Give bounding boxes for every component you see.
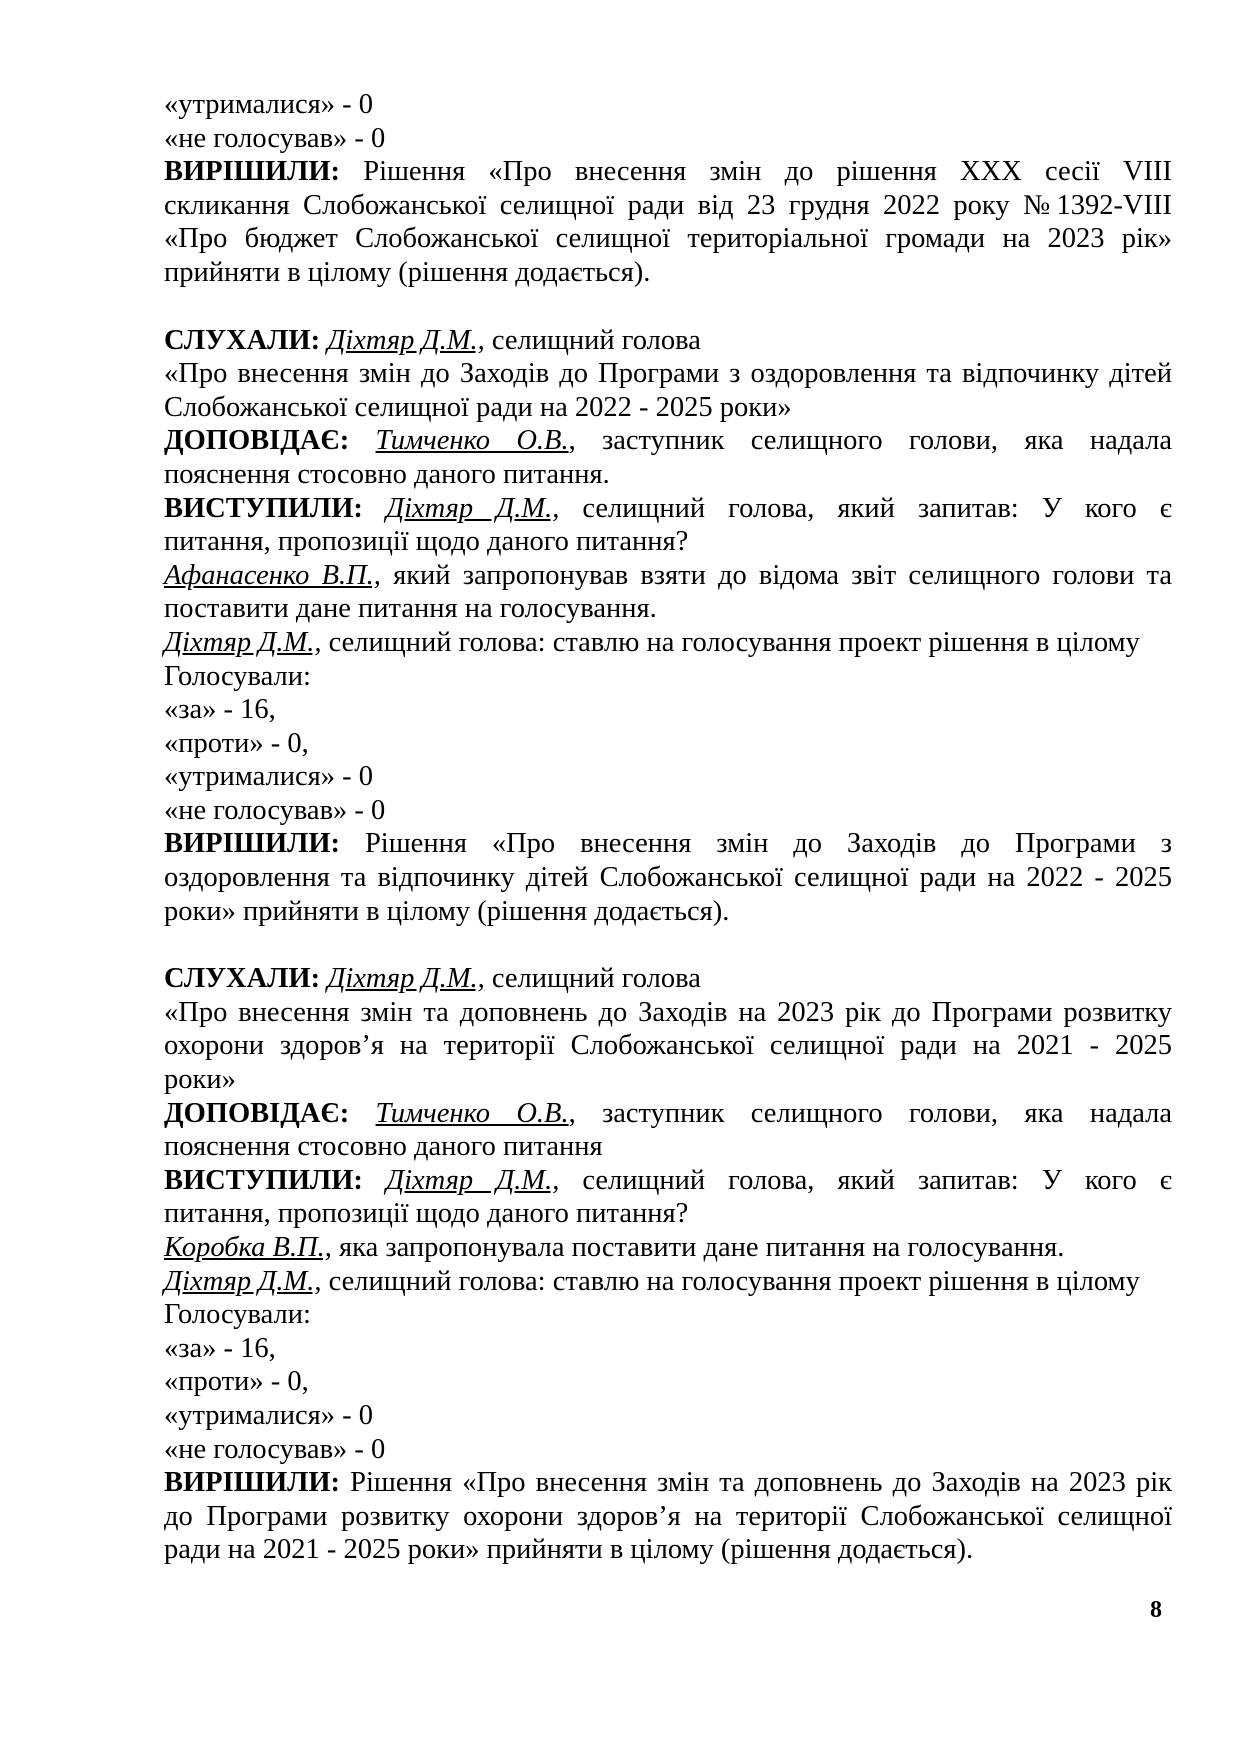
report-text: , заступник селищного голови, яка надала: [568, 425, 1173, 457]
heard-line: [164, 324, 1172, 358]
speaker-name: Діхтяр Д.М.,: [385, 492, 560, 524]
vote-abstained: «утрималися» - 0: [164, 1399, 374, 1431]
spoke-label: ВИСТУПИЛИ:: [164, 1164, 363, 1196]
report-line: пояснення стосовно даного питання.: [164, 458, 610, 490]
spoke-line: питання, пропозиції щодо даного питання?: [164, 526, 689, 558]
topic-line: Слобожанської селищної ради на 2022 - 2025 роки»: [164, 391, 792, 423]
proposal-text: яка запропонувала поставити дане питання на голосування.: [339, 1232, 1065, 1263]
put-to-vote-text: селищний голова: ставлю на голосування проект рішення в цілому: [328, 626, 1140, 658]
page-number: 8: [1150, 1597, 1162, 1623]
speaker-name: Діхтяр Д.М.,: [327, 963, 485, 995]
topic-line: «Про внесення змін та доповнень до Заходів на 2023 рік до Програми розвитку: [164, 996, 1172, 1028]
topic-line: «Про внесення змін до Заходів до Програми з оздоровлення та відпочинку дітей: [164, 358, 1172, 390]
speaker-role: селищний голова: [491, 963, 701, 995]
vote-abstained: «утрималися» - 0: [164, 89, 374, 120]
vote-abstained: «утрималися» - 0: [164, 761, 374, 793]
spoke-text: селищний голова, який запитав: У кого є: [582, 1164, 1173, 1196]
vote-for: «за» - 16,: [164, 694, 276, 726]
proposal-text: який запропонував взяти до відома звіт селищного голови та: [393, 559, 1172, 591]
heard-label: СЛУХАЛИ:: [164, 324, 321, 356]
spoke-line: [164, 492, 1172, 526]
reporter-name: Тимченко О.В.: [375, 425, 569, 457]
spoke-text: селищний голова, який запитав: У кого є: [582, 492, 1173, 524]
spoke-label: ВИСТУПИЛИ:: [164, 492, 363, 524]
proposal-line: [164, 1231, 1172, 1265]
decision-line: ради на 2021 - 2025 роки» прийняти в цілому (рішення додається).: [164, 1534, 974, 1566]
decision-line: скликання Слобожанської селищної ради від 23 грудня 2022 року №1392-VIII: [164, 189, 1172, 221]
chair-name: Діхтяр Д.М.,: [164, 1265, 322, 1297]
vote-against: «проти» - 0,: [164, 727, 309, 759]
report-line: [164, 1097, 1172, 1131]
vote-not-voted: «не голосував» - 0: [164, 794, 386, 826]
proposal-line: поставити дане питання на голосування.: [164, 593, 657, 625]
decision-line: [164, 155, 1172, 189]
report-text: , заступник селищного голови, яка надала: [568, 1097, 1173, 1129]
document-page: [164, 88, 1172, 1567]
decision-line: «Про бюджет Слобожанської селищної територіальної громади на 2023 рік»: [164, 223, 1172, 255]
speaker-role: селищний голова: [491, 324, 701, 356]
put-to-vote-text: селищний голова: ставлю на голосування проект рішення в цілому: [328, 1265, 1140, 1297]
decided-label: ВИРІШИЛИ:: [164, 828, 341, 860]
decision-text: Рішення «Про внесення змін до рішення ХХХ сесії VIII: [363, 156, 1173, 188]
decided-label: ВИРІШИЛИ:: [164, 156, 341, 188]
section-gap: [164, 290, 1172, 324]
put-to-vote-line: [164, 1265, 1172, 1299]
vote-not-voted: «не голосував» - 0: [164, 122, 386, 154]
decision-line: роки» прийняти в цілому (рішення додається).: [164, 895, 730, 927]
report-label: ДОПОВІДАЄ:: [164, 1097, 350, 1129]
speaker-name: Діхтяр Д.М.,: [327, 324, 485, 356]
vote-not-voted: «не голосував» - 0: [164, 1433, 386, 1465]
vote-for: «за» - 16,: [164, 1332, 276, 1364]
topic-line: роки»: [164, 1064, 236, 1096]
topic-line: охорони здоров’я на території Слобожанської селищної ради на 2021 - 2025: [164, 1030, 1172, 1062]
speaker-name: Діхтяр Д.М.,: [385, 1164, 560, 1196]
proposal-line: [164, 559, 1172, 593]
voted-label: Голосували:: [164, 1299, 311, 1331]
spoke-line: [164, 1164, 1172, 1198]
report-label: ДОПОВІДАЄ:: [164, 425, 350, 457]
reporter-name: Тимченко О.В.: [375, 1097, 569, 1129]
section-gap: [164, 928, 1172, 962]
heard-line: [164, 962, 1172, 996]
decision-line: до Програми розвитку охорони здоров’я на території Слобожанської селищної: [164, 1500, 1172, 1532]
report-line: пояснення стосовно даного питання: [164, 1131, 603, 1163]
spoke-line: питання, пропозиції щодо даного питання?: [164, 1198, 689, 1230]
decision-line: оздоровлення та відпочинку дітей Слобожанської селищної ради на 2022 - 2025: [164, 862, 1172, 894]
put-to-vote-line: [164, 626, 1172, 660]
vote-against: «проти» - 0,: [164, 1366, 309, 1398]
decided-label: ВИРІШИЛИ:: [164, 1467, 341, 1499]
proposer-name: Коробка В.П.,: [164, 1232, 332, 1263]
report-line: [164, 424, 1172, 458]
decision-text: Рішення «Про внесення змін та доповнень до Заходів на 2023 рік: [350, 1467, 1173, 1499]
decision-line: прийняти в цілому (рішення додається).: [164, 256, 651, 288]
chair-name: Діхтяр Д.М.,: [164, 626, 322, 658]
decision-line: [164, 1466, 1172, 1500]
heard-label: СЛУХАЛИ:: [164, 963, 321, 995]
decision-line: [164, 827, 1172, 861]
voted-label: Голосували:: [164, 660, 311, 692]
decision-text: Рішення «Про внесення змін до Заходів до Програми з: [364, 828, 1172, 860]
proposer-name: Афанасенко В.П.,: [164, 559, 381, 591]
